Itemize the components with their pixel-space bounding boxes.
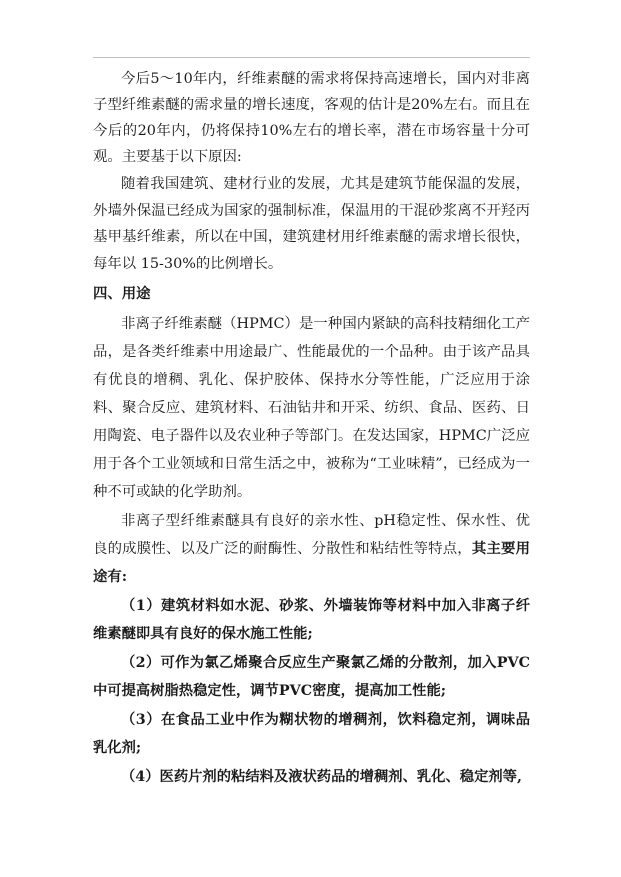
section-heading-uses: 四、用途: [93, 286, 151, 302]
paragraph-properties: [93, 507, 530, 591]
paragraph-construction-demand: 随着我国建筑、建材行业的发展，尤其是建筑节能保温的发展，外墙外保温已经成为国家的强制标准，保温用的干混砂浆离不开羟丙基甲基纤维素，所以在中国，建筑建材用纤维素醚的需求增长很快，每年以 15-30%的比例增长。: [93, 176, 530, 272]
properties-text: 非离子型纤维素醚具有良好的亲水性、pH稳定性、保水性、优良的成膜性、以及广泛的耐酶性、分散性和粘结性等特点，: [93, 513, 530, 557]
document-body: [93, 66, 530, 791]
use-item: （1）建筑材料如水泥、砂浆、外墙装饰等材料中加入非离子纤维素醚即具有良好的保水施工性能;: [93, 598, 530, 642]
paragraph-market-growth: 今后5～10年内，纤维素醚的需求将保持高速增长，国内对非离子型纤维素醚的需求量的增长速度，客观的估计是20%左右。而且在今后的20年内，仍将保持10%左右的增长率，潜在市场容量十分可观。主要基于以下原因:: [93, 71, 530, 165]
paragraph-hpmc-intro: 非离子纤维素醚（HPMC）是一种国内紧缺的高科技精细化工产品，是各类纤维素中用途最广、性能最优的一个品种。由于该产品具有优良的增稠、乳化、保护胶体、保持水分等性能，广泛应用于涂料、聚合反应、建筑材料、石油钻井和开采、纺织、食品、医药、日用陶瓷、电子器件以及农业种子等部门。在发达国家，HPMC广泛应用于各个工业领域和日常生活之中，被称为“工业味精”，已经成为一种不可或缺的化学助剂。: [93, 316, 530, 500]
use-item: （3）在食品工业中作为糊状物的增稠剂，饮料稳定剂，调味品乳化剂;: [93, 712, 530, 756]
use-item: （2）可作为氯乙烯聚合反应生产聚氯乙烯的分散剂，加入PVC中可提高树脂热稳定性，调节PVC密度，提高加工性能;: [93, 655, 530, 699]
main-uses-lead: 其主要用途有:: [93, 540, 530, 585]
header-rule: [93, 57, 530, 58]
use-item: （4）医药片剂的粘结料及液状药品的增稠剂、乳化、稳定剂等,: [121, 769, 522, 785]
